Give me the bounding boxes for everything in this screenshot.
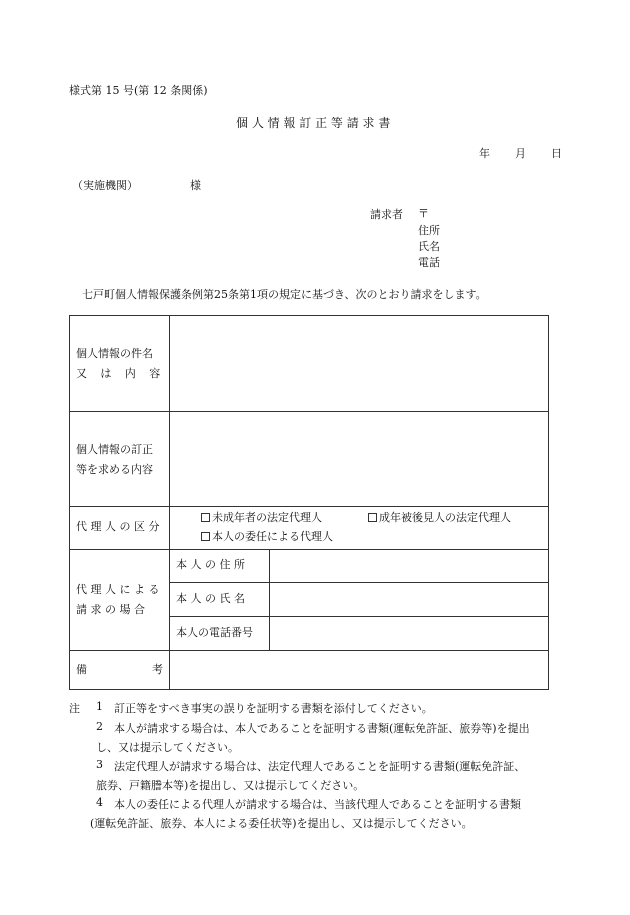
agent-option-ward[interactable] — [368, 509, 511, 527]
principal-phone-label: 本人の電話番号 — [176, 626, 253, 639]
principal-address-input[interactable] — [270, 550, 546, 582]
note-2-number: 2 — [96, 720, 103, 733]
requester-phone-label: 電話 — [418, 256, 440, 269]
checkbox-icon[interactable] — [368, 513, 377, 522]
note-1-number: 1 — [96, 700, 103, 713]
requester-address-label: 住所 — [418, 224, 440, 237]
notes-prefix: 注 — [69, 702, 80, 715]
agent-option-minor-label: 未成年者の法定代理人 — [212, 511, 322, 524]
subject-label-line1: 個人情報の件名 — [76, 347, 153, 360]
form-title: 個 人 情 報 訂 正 等 請 求 書 — [236, 116, 391, 130]
date-day-label: 日 — [551, 147, 562, 160]
checkbox-icon[interactable] — [201, 532, 210, 541]
correction-label-line2: 等を求める内容 — [76, 463, 153, 476]
note-4-line1: 本人の委任による代理人が請求する場合は、当該代理人であることを証明する書類 — [114, 798, 521, 811]
note-3-number: 3 — [96, 758, 103, 771]
principal-address-label: 本 人 の 住 所 — [176, 558, 245, 571]
checkbox-icon[interactable] — [201, 513, 210, 522]
request-form-table — [69, 315, 549, 690]
subject-input[interactable] — [170, 317, 546, 410]
agency-label: （実施機関） — [72, 179, 138, 192]
note-2-line2: し、又は提示してください。 — [96, 741, 239, 754]
agent-type-label: 代 理 人 の 区 分 — [76, 520, 160, 533]
note-4-number: 4 — [96, 796, 103, 809]
remarks-label-right: 考 — [152, 663, 163, 676]
agent-option-minor[interactable] — [201, 509, 322, 527]
agent-option-ward-label: 成年被後見人の法定代理人 — [379, 511, 511, 524]
form-number: 様式第 15 号(第 12 条関係) — [69, 84, 208, 97]
note-4-line2: (運転免許証、旅券、本人による委任状等)を提出し、又は提示してください。 — [90, 817, 473, 830]
agent-request-label-line1: 代 理 人 に よ る — [76, 583, 160, 596]
note-2-line1: 本人が請求する場合は、本人であることを証明する書類(運転免許証、旅券等)を提出 — [114, 722, 530, 735]
agent-option-delegated[interactable] — [201, 528, 333, 546]
principal-name-label: 本 人 の 氏 名 — [176, 592, 245, 605]
correction-input[interactable] — [170, 412, 546, 505]
principal-phone-input[interactable] — [270, 617, 546, 650]
honorific: 様 — [190, 179, 201, 192]
date-month-label: 月 — [515, 147, 526, 160]
intro-text: 七戸町個人情報保護条例第25条第1項の規定に基づき、次のとおり請求をします。 — [82, 288, 487, 301]
remarks-label-left: 備 — [76, 663, 87, 676]
principal-name-input[interactable] — [270, 583, 546, 616]
date-year-label: 年 — [479, 147, 490, 160]
agent-option-delegated-label: 本人の委任による代理人 — [212, 530, 333, 543]
remarks-input[interactable] — [170, 651, 546, 689]
subject-label-line2: 又 は 内 容 — [76, 367, 166, 380]
postal-mark: 〒 — [418, 207, 429, 220]
requester-name-label: 氏名 — [418, 240, 440, 253]
note-1-text: 訂正等をすべき事実の誤りを証明する書類を添付してください。 — [114, 702, 433, 715]
requester-label: 請求者 — [370, 208, 403, 221]
agent-request-label-line2: 請 求 の 場 合 — [76, 603, 145, 616]
correction-label-line1: 個人情報の訂正 — [76, 443, 153, 456]
note-3-line2: 旅券、戸籍謄本等)を提出し、又は提示してください。 — [96, 779, 365, 792]
note-3-line1: 法定代理人が請求する場合は、法定代理人であることを証明する書類(運転免許証、 — [114, 760, 526, 773]
